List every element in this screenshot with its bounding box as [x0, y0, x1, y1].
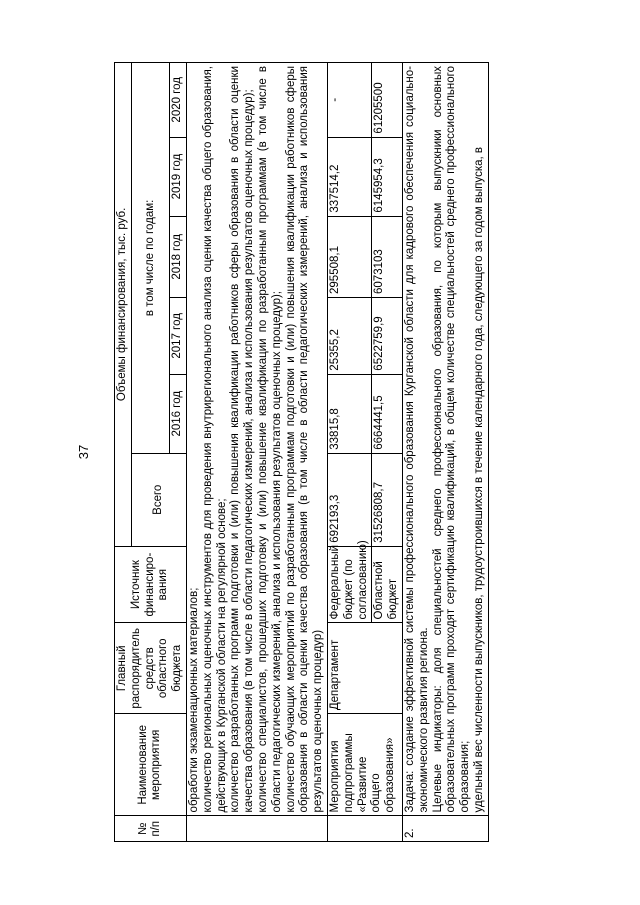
rotated-table-wrapper: [114, 62, 614, 842]
total-cell: 692193,3: [327, 453, 371, 546]
value-cell: 61205500: [372, 63, 403, 138]
measure-num-cell: [327, 816, 402, 842]
header-year: 2017 год: [170, 297, 187, 374]
value-cell: 33815,8: [327, 374, 371, 453]
header-name: Наименование мероприятия: [115, 714, 187, 816]
value-cell: 25355,2: [327, 297, 371, 374]
measure-manager: Департамент: [327, 623, 402, 714]
task-cell: [402, 63, 488, 816]
value-cell: -: [327, 63, 371, 138]
header-manager: Главный распорядитель средств областного бюджета: [115, 623, 187, 714]
indicators-num-cell: [186, 816, 327, 842]
indicators-cell: [186, 63, 327, 816]
value-cell: 337514,2: [327, 137, 371, 216]
task-line: Задача: создание эффективной системы профессионального образования Курганской области для кадрового обеспечения социально-экономического развития региона.: [403, 66, 430, 813]
task-line: Целевые индикаторы: доля специальностей среднего профессионального образования, по которым выпускники основных образовательных программ проходят сертификацию квалификаций, в общем количестве специальностей среднего профессионального образования;: [431, 66, 472, 813]
header-year: 2018 год: [170, 216, 187, 297]
indicator-line: количество обучающих мероприятий по разработанным программам подготовки и (или) повышения квалификации работников сферы образования в области оценки качества образования (в том числе в области педагогических измерений, анализа и использования результатов оценочных процедур): [284, 66, 325, 813]
indicator-line: количество специалистов, прошедших подготовку и (или) повышение квалификации по разработанным программам (в том числе в области педагогических измерений, анализа и использования результатов оценочных процедур);: [256, 66, 283, 813]
header-row-1: [115, 63, 132, 842]
financing-table: [114, 62, 489, 842]
value-cell: 6073103: [372, 216, 403, 297]
value-cell: 6522759,9: [372, 297, 403, 374]
header-total: Всего: [131, 453, 186, 546]
value-cell: 295508,1: [327, 216, 371, 297]
source-cell: Областной бюджет: [372, 546, 403, 623]
measure-name: Мероприятия подпрограммы «Развитие общего образования»: [327, 714, 402, 816]
value-cell: 6145954,3: [372, 137, 403, 216]
indicator-line: количество региональных оценочных инструментов для проведения внутрирегионального анализа оценки качества общего образования, действующих в Курганской области на регулярной основе;: [201, 66, 228, 813]
indicator-line: обработки экзаменационных материалов;: [187, 587, 200, 813]
header-num: № п/п: [115, 816, 187, 842]
task-num: 2.: [402, 816, 488, 842]
task-line: удельный вес численности выпускников, трудоустроившихся в течение календарного года, следующего за годом выпуска, в: [472, 146, 485, 813]
task-row: [402, 63, 488, 842]
source-cell: Федеральный бюджет (по согласованию): [327, 546, 371, 623]
header-volumes: Объемы финансирования, тыс. руб.: [115, 63, 132, 547]
header-year: 2019 год: [170, 137, 187, 216]
value-cell: 6664441,5: [372, 374, 403, 453]
indicators-row: [186, 63, 327, 842]
header-source: Источник финансиро-вания: [115, 546, 187, 623]
indicator-line: количество разработанных программ подготовки и (или) повышения квалификации работников сферы образования в области оценки качества образования (в том числе в области педагогических измерений, анализа и использования результатов оценочных процедур);: [229, 66, 256, 813]
header-by-years: в том числе по годам:: [131, 63, 169, 454]
page-number: 37: [76, 444, 91, 460]
header-year: 2016 год: [170, 374, 187, 453]
measure-row-federal: [327, 63, 371, 842]
total-cell: 31526808,7: [372, 453, 403, 546]
header-year: 2020 год: [170, 63, 187, 138]
